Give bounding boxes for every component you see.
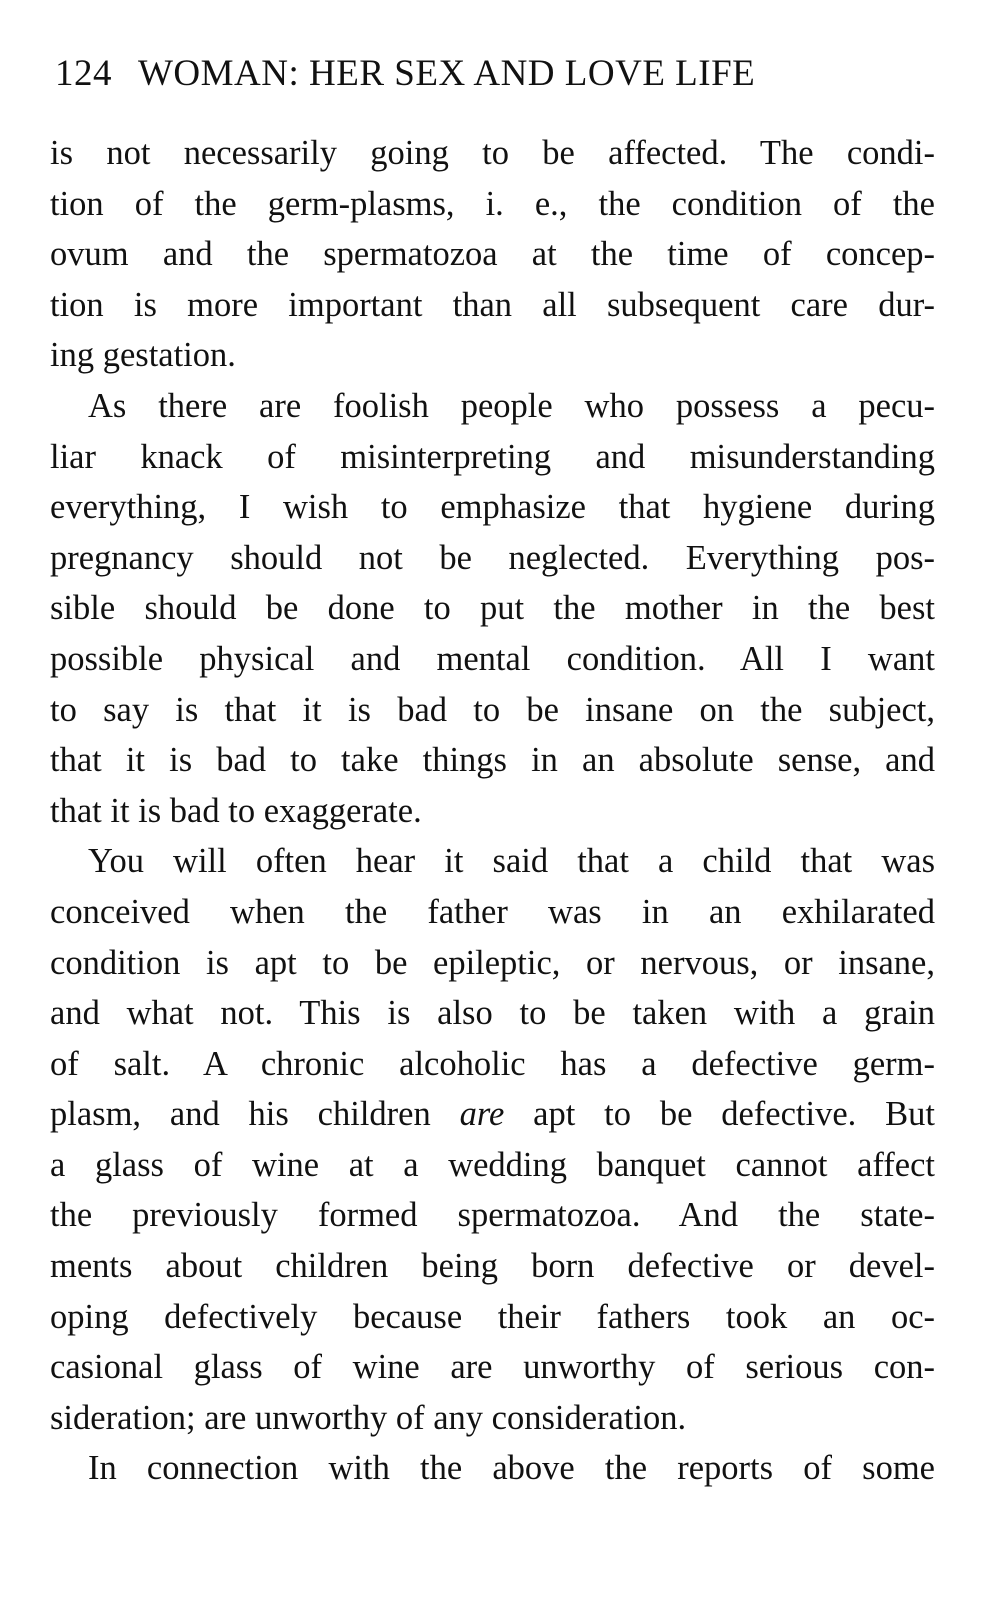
text-line: the previously formed spermatozoa. And the state- xyxy=(50,1196,935,1235)
text-line: a glass of wine at a wedding banquet cannot affect xyxy=(50,1145,935,1184)
text-line: In connection with the above the reports of some xyxy=(88,1449,935,1488)
text-run: apt to be defective. But xyxy=(504,1095,935,1134)
text-line: oping defectively because their fathers took an oc- xyxy=(50,1297,935,1336)
text-line: that it is bad to exaggerate. xyxy=(50,791,422,830)
text-line: pregnancy should not be neglected. Everything pos- xyxy=(50,538,935,577)
text-line: tion is more important than all subsequent care dur- xyxy=(50,285,935,324)
text-run: plasm, and his children xyxy=(50,1095,460,1134)
text-line: ing gestation. xyxy=(50,336,236,375)
text-line: ovum and the spermatozoa at the time of concep- xyxy=(50,235,935,274)
body-text xyxy=(50,128,935,1494)
text-line: sible should be done to put the mother in the best xyxy=(50,589,935,628)
text-line: condition is apt to be epileptic, or nervous, or insane, xyxy=(50,943,935,982)
text-line xyxy=(50,1089,935,1140)
text-line: sideration; are unworthy of any consideration. xyxy=(50,1398,687,1437)
text-line: of salt. A chronic alcoholic has a defective germ- xyxy=(50,1044,935,1083)
text-line: liar knack of misinterpreting and misunderstanding xyxy=(50,437,935,476)
text-line: conceived when the father was in an exhilarated xyxy=(50,892,935,931)
text-line: is not necessarily going to be affected. The condi- xyxy=(50,134,935,172)
text-line: You will often hear it said that a child that was xyxy=(88,842,935,881)
emphasis-text: are xyxy=(459,1095,505,1134)
text-line: everything, I wish to emphasize that hygiene during xyxy=(50,488,935,527)
running-title: WOMAN: HER SEX AND LOVE LIFE xyxy=(138,53,756,94)
page-number: 124 xyxy=(55,53,112,94)
text-line: to say is that it is bad to be insane on the subject, xyxy=(50,690,935,729)
text-line: ments about children being born defective or devel- xyxy=(50,1247,935,1286)
text-line: casional glass of wine are unworthy of serious con- xyxy=(50,1348,935,1387)
text-line: As there are foolish people who possess a pecu- xyxy=(88,386,935,425)
running-head xyxy=(55,52,755,95)
text-line: that it is bad to take things in an absolute sense, and xyxy=(50,741,935,780)
text-line: possible physical and mental condition. All I want xyxy=(50,639,935,678)
text-line: tion of the germ-plasms, i. e., the condition of the xyxy=(50,184,935,223)
text-line: and what not. This is also to be taken with a grain xyxy=(50,994,935,1033)
